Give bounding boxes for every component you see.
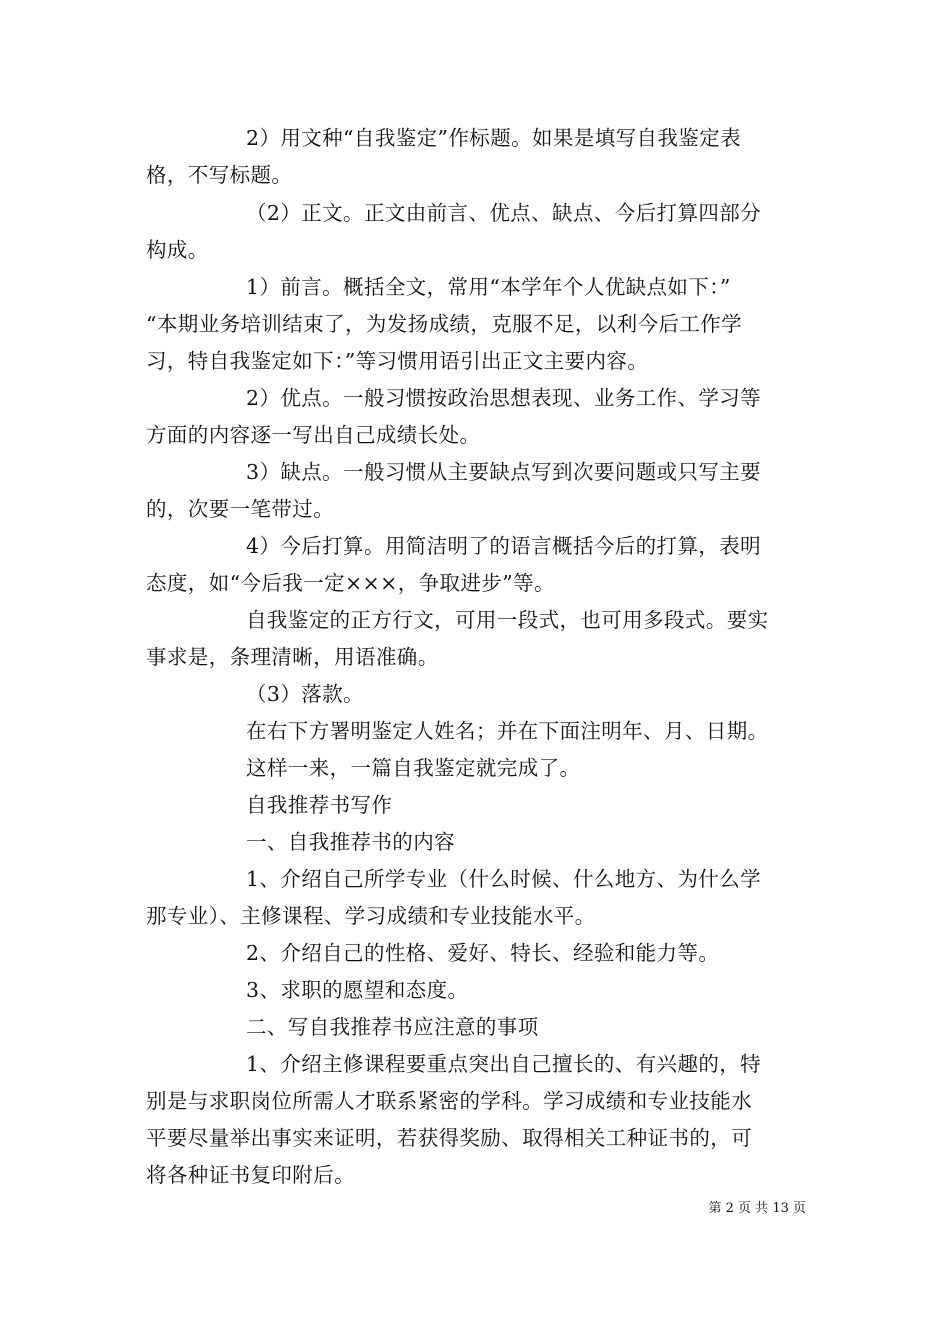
- text-line-18: 这样一来，一篇自我鉴定就完成了。: [246, 756, 581, 780]
- text-line-23: 2、介绍自己的性格、爱好、特长、经验和能力等。: [246, 941, 720, 965]
- page-number: 第 2 页 共 13 页: [708, 1201, 806, 1216]
- text-line-27: 别是与求职岗位所需人才联系紧密的学科。学习成绩和专业技能水: [146, 1089, 753, 1113]
- text-line-17: 在右下方署明鉴定人姓名；并在下面注明年、月、日期。: [246, 719, 769, 743]
- text-line-13: 态度，如“今后我一定×××，争取进步”等。: [146, 571, 555, 595]
- text-line-10: 3）缺点。一般习惯从主要缺点写到次要问题或只写主要: [246, 460, 762, 484]
- text-line-24: 3、求职的愿望和态度。: [246, 978, 469, 1002]
- text-line-7: 习，特自我鉴定如下：”等习惯用语引出正文主要内容。: [146, 349, 649, 373]
- text-line-14: 自我鉴定的正方行文，可用一段式，也可用多段式。要实: [246, 608, 769, 632]
- text-line-4: 构成。: [146, 238, 209, 262]
- text-line-3: （2）正文。正文由前言、优点、缺点、今后打算四部分: [246, 201, 762, 225]
- text-line-22: 那专业）、主修课程、学习成绩和专业技能水平。: [146, 904, 596, 928]
- text-line-8: 2）优点。一般习惯按政治思想表现、业务工作、学习等: [246, 386, 762, 410]
- text-line-28: 平要尽量举出事实来证明，若获得奖励、取得相关工种证书的，可: [146, 1126, 753, 1150]
- text-line-9: 方面的内容逐一写出自己成绩长处。: [146, 423, 481, 447]
- text-line-2: 格，不写标题。: [146, 163, 293, 187]
- text-line-1: 2）用文种“自我鉴定”作标题。如果是填写自我鉴定表: [246, 126, 742, 150]
- text-line-12: 4）今后打算。用简洁明了的语言概括今后的打算，表明: [246, 534, 762, 558]
- text-line-20: 一、自我推荐书的内容: [246, 830, 455, 854]
- text-line-5: 1）前言。概括全文，常用“本学年个人优缺点如下：”: [246, 275, 731, 299]
- text-line-11: 的，次要一笔带过。: [146, 497, 335, 521]
- text-line-19: 自我推荐书写作: [246, 793, 393, 817]
- text-line-29: 将各种证书复印附后。: [146, 1163, 355, 1187]
- text-line-26: 1、介绍主修课程要重点突出自己擅长的、有兴趣的，特: [246, 1052, 762, 1076]
- text-line-25: 二、写自我推荐书应注意的事项: [246, 1015, 539, 1039]
- text-line-15: 事求是，条理清晰，用语准确。: [146, 645, 439, 669]
- text-line-6: “本期业务培训结束了，为发扬成绩，克服不足，以利今后工作学: [146, 312, 743, 336]
- text-line-16: （3）落款。: [246, 682, 364, 706]
- text-line-21: 1、介绍自己所学专业（什么时候、什么地方、为什么学: [246, 867, 762, 891]
